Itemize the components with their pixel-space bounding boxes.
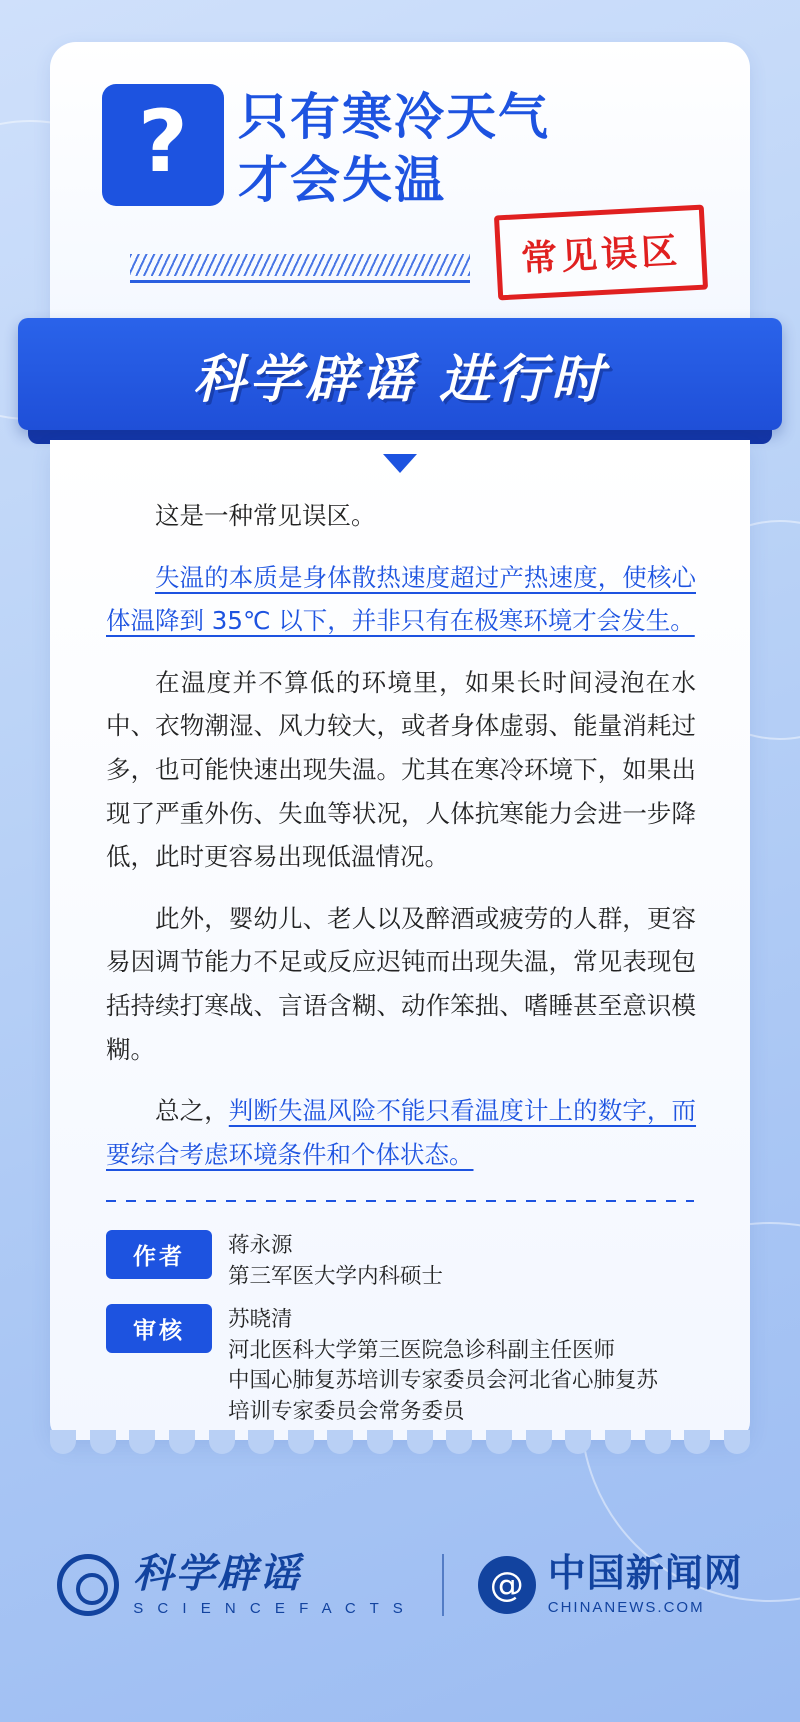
paragraph-lead: 总之，: [155, 1096, 229, 1126]
fingerprint-icon: [57, 1554, 119, 1616]
notch: [526, 1430, 552, 1454]
notch: [209, 1430, 235, 1454]
notch: [407, 1430, 433, 1454]
notch: [724, 1430, 750, 1454]
page-title: [238, 86, 708, 212]
banner-bar: [18, 318, 782, 430]
notch: [645, 1430, 671, 1454]
article-body: [106, 494, 696, 1195]
paragraph-highlight: 失温的本质是身体散热速度超过产热速度，使核心体温降到 35℃ 以下，并非只有在极寒环境才会发生。: [106, 562, 696, 636]
notch: [248, 1430, 274, 1454]
science-facts-logo-text: [133, 1553, 408, 1617]
ticket-notches: [50, 1430, 750, 1454]
notch: [684, 1430, 710, 1454]
credit-tag: 审核: [106, 1304, 212, 1353]
credit-row-author: [106, 1230, 706, 1292]
chinanews-logo-text: [548, 1553, 743, 1616]
question-mark-glyph: ?: [138, 92, 188, 192]
credit-tag: 作者: [106, 1230, 212, 1279]
chevron-down-icon: [383, 454, 417, 473]
notch: [129, 1430, 155, 1454]
credit-line: 培训专家委员会常务委员: [228, 1398, 465, 1424]
paragraph: 这是一种常见误区。: [155, 501, 376, 530]
paragraph: 此外，婴幼儿、老人以及醉酒或疲劳的人群，更容易因调节能力不足或反应迟钝而出现失温，常见表现包括持续打寒战、言语含糊、动作笨拙、嗜睡甚至意识模糊。: [106, 903, 696, 1064]
credits: [106, 1230, 706, 1439]
logo-main-text: 中国新闻网: [547, 1551, 743, 1596]
credit-line: 蒋永源: [228, 1233, 293, 1258]
credit-line: 河北医科大学第三医院急诊科副主任医师: [228, 1337, 616, 1363]
footer: [0, 1500, 800, 1670]
notch: [367, 1430, 393, 1454]
divider: [106, 1200, 694, 1202]
paragraph-mixed: [106, 1089, 696, 1176]
notch: [90, 1430, 116, 1454]
notch: [169, 1430, 195, 1454]
notch: [327, 1430, 353, 1454]
chinanews-logo: [478, 1553, 743, 1616]
credit-lines: [228, 1304, 658, 1427]
science-facts-logo: [57, 1553, 408, 1617]
credit-line: 苏晓清: [228, 1307, 293, 1333]
paragraph: 在温度并不算低的环境里，如果长时间浸泡在水中、衣物潮湿、风力较大，或者身体虚弱、能量消耗过多，也可能快速出现失温。尤其在寒冷环境下，如果出现了严重外伤、失血等状况，人体抗寒能力会进一步降低，此时更容易出现低温情况。: [106, 667, 696, 872]
status-badge: 常见误区: [494, 205, 708, 301]
hatch-underline: [130, 280, 470, 283]
notch: [486, 1430, 512, 1454]
page-title-line1: 只有寒冷天气: [238, 88, 550, 146]
notch: [565, 1430, 591, 1454]
paragraph-highlight-span: 判断失温风险不能只看温度计上的数字，而要综合考虑环境条件和个体状态。: [106, 1096, 697, 1169]
article-card: [50, 440, 750, 1440]
header-card: [50, 42, 750, 332]
banner: [18, 318, 782, 446]
notch: [288, 1430, 314, 1454]
page-title-line2: 才会失温: [238, 151, 446, 209]
banner-title: 科学辟谣 进行时: [192, 349, 608, 410]
footer-divider: [442, 1554, 444, 1616]
credit-row-reviewer: [106, 1304, 706, 1427]
globe-icon: @: [478, 1556, 536, 1614]
credit-line: 中国心肺复苏培训专家委员会河北省心肺复苏: [228, 1368, 659, 1394]
notch: [446, 1430, 472, 1454]
logo-sub-text: CHINANEWS.COM: [547, 1599, 705, 1617]
notch: [50, 1430, 76, 1454]
credit-line: 第三军医大学内科硕士: [228, 1263, 444, 1289]
credit-lines: [228, 1230, 443, 1292]
logo-main-text: 科学辟谣: [133, 1551, 302, 1598]
question-mark-icon: [102, 84, 224, 206]
hatch-decoration: [130, 254, 470, 276]
logo-sub-text: S C I E N C E F A C T S: [133, 1600, 408, 1618]
notch: [605, 1430, 631, 1454]
